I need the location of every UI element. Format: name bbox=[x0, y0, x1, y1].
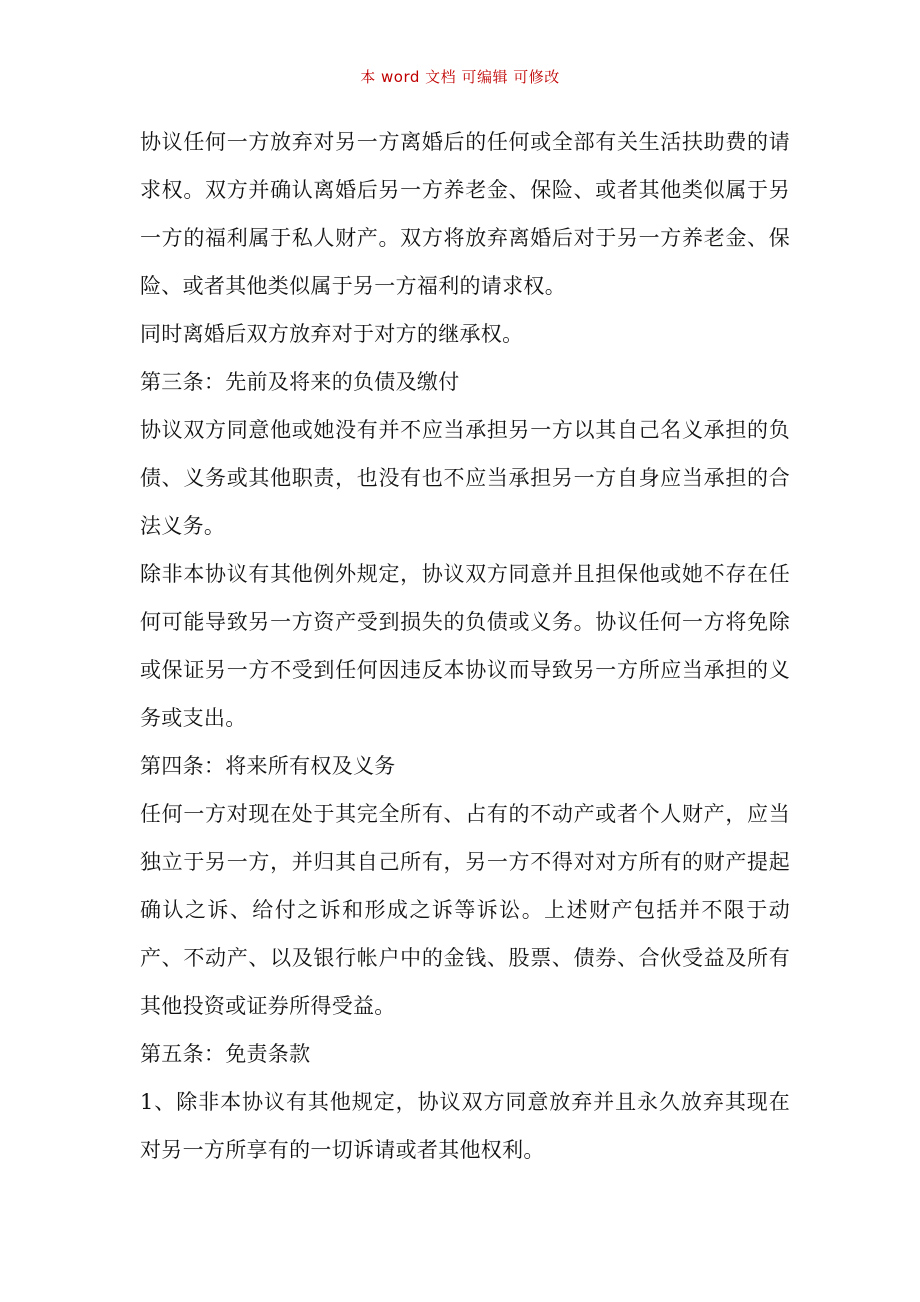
section-heading-article-3: 第三条：先前及将来的负债及缴付 bbox=[140, 370, 460, 394]
paragraph-ownership: 任何一方对现在处于其完全所有、占有的不动产或者个人财产，应当独立于另一方，并归其自己所有，另一方不得对对方所有的财产提起确认之诉、给付之诉和形成之诉等诉讼。上述财产包括并不限于动产、不动产、以及银行帐户中的金钱、股票、债券、合伙受益及所有其他投资或证券所得受益。 bbox=[140, 802, 790, 1018]
paragraph-exemption-1: 1、除非本协议有其他规定，协议双方同意放弃并且永久放弃其现在对另一方所享有的一切诉请或者其他权利。 bbox=[140, 1090, 790, 1162]
document-header: 本 word 文档 可编辑 可修改 bbox=[360, 68, 560, 86]
section-heading-article-4: 第四条：将来所有权及义务 bbox=[140, 754, 396, 778]
paragraph-inheritance-waiver: 同时离婚后双方放弃对于对方的继承权。 bbox=[140, 322, 524, 346]
document-body bbox=[140, 118, 790, 1174]
paragraph-alimony-waiver: 协议任何一方放弃对另一方离婚后的任何或全部有关生活扶助费的请求权。双方并确认离婚后另一方养老金、保险、或者其他类似属于另一方的福利属于私人财产。双方将放弃离婚后对于另一方养老金、保险、或者其他类似属于另一方福利的请求权。 bbox=[140, 130, 790, 298]
paragraph-debts: 协议双方同意他或她没有并不应当承担另一方以其自己名义承担的负债、义务或其他职责，也没有也不应当承担另一方自身应当承担的合法义务。 bbox=[140, 418, 790, 538]
section-heading-article-5: 第五条：免责条款 bbox=[140, 1042, 311, 1066]
paragraph-guarantee: 除非本协议有其他例外规定，协议双方同意并且担保他或她不存在任何可能导致另一方资产受到损失的负债或义务。协议任何一方将免除或保证另一方不受到任何因违反本协议而导致另一方所应当承担的义务或支出。 bbox=[140, 562, 790, 730]
